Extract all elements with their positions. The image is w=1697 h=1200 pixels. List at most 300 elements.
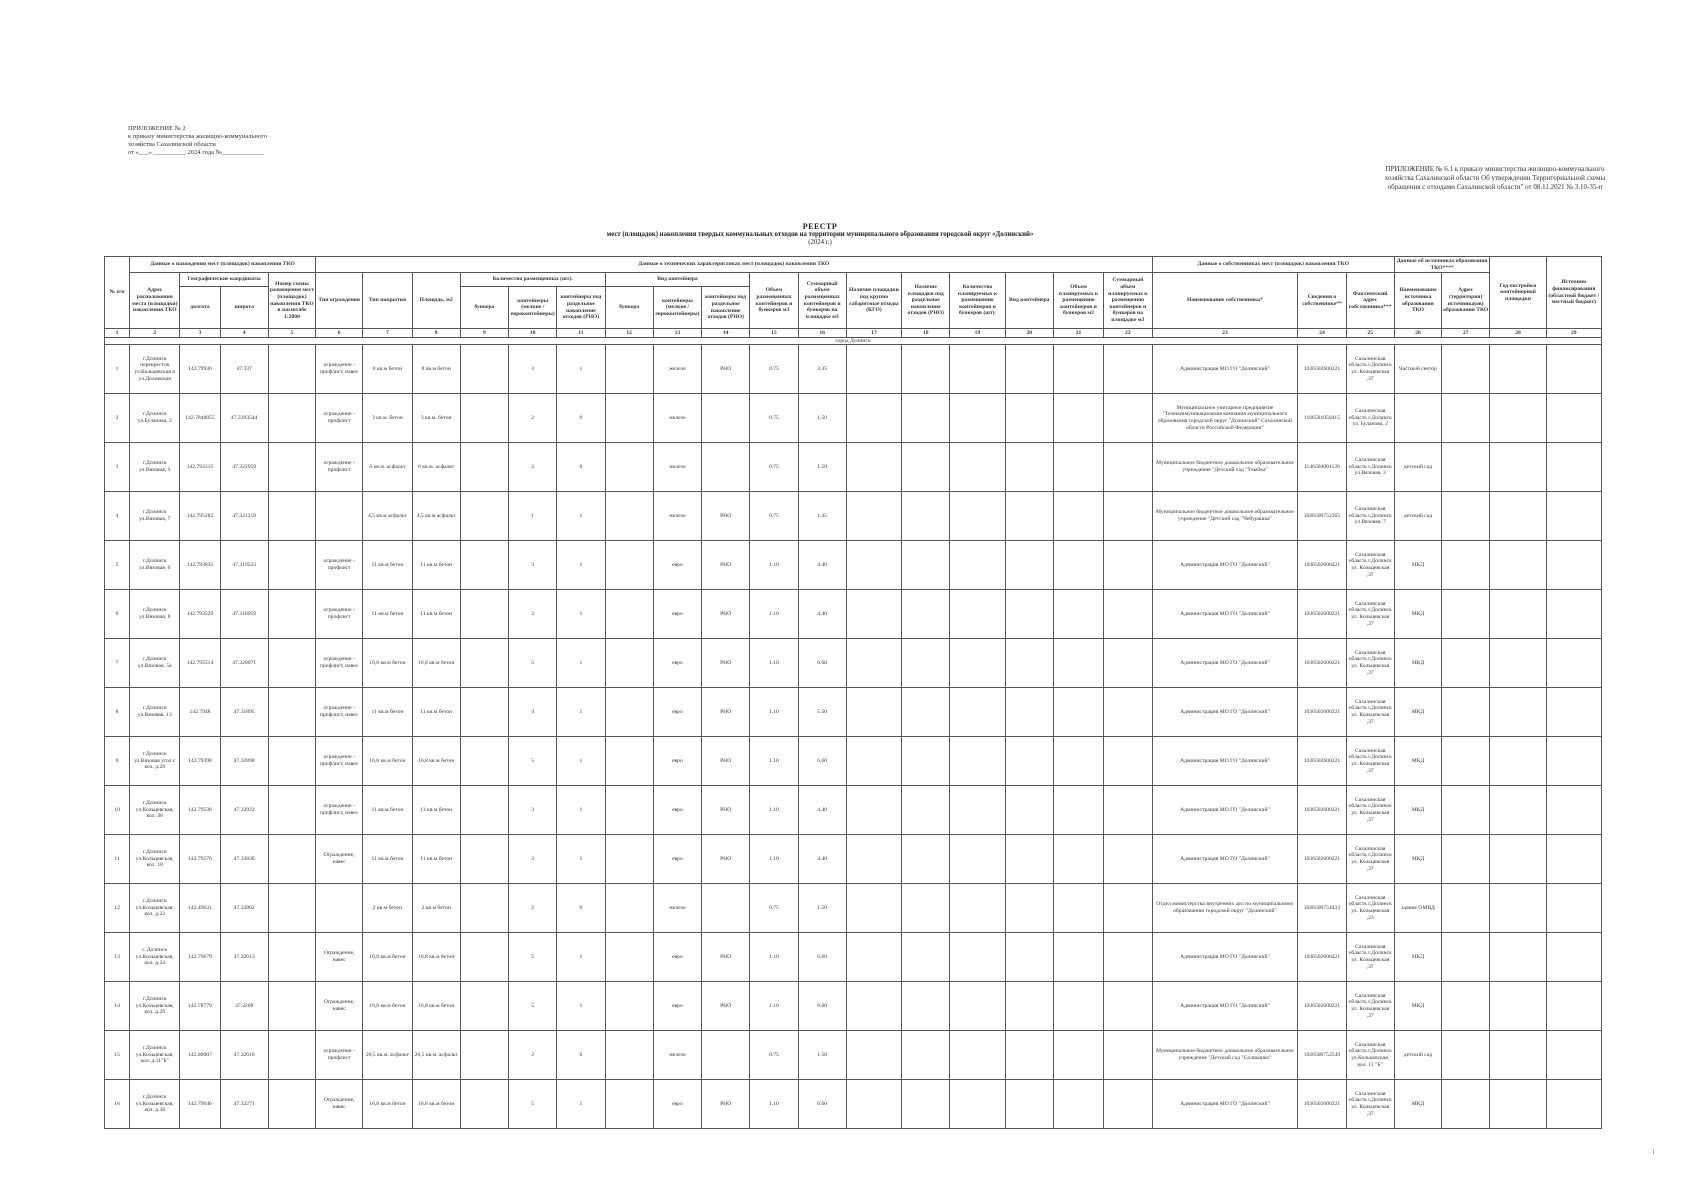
cell-fence: ограждение - профлист <box>316 1031 363 1080</box>
cell-type-bunker <box>605 1031 653 1080</box>
cell-rno-type: РНО <box>702 933 750 982</box>
cell-address: г.Долинск ул.Кольцевская, кол. 36 <box>130 786 180 835</box>
cell-cover: 4,5 кв.м асфальт <box>363 492 412 541</box>
cell-rno-site <box>902 737 950 786</box>
cell-address: г.Долинск перекресток ул.Кольцевская и ул.Долинская <box>130 345 180 394</box>
cell-year-built <box>1490 345 1546 394</box>
cell-planned-type <box>1005 933 1053 982</box>
cell-latitude: 142.79936 <box>180 345 220 394</box>
cell-address: г.Долинск ул.Кольцевская, кол. д.23 <box>130 884 180 933</box>
cell-bunker-qty <box>460 394 508 443</box>
cell-volume: 1.10 <box>750 786 798 835</box>
cell-owner-address: Сахалинская область г.Долинск ул. Кольцевская ,23 <box>1346 884 1394 933</box>
cell-volume: 0.75 <box>750 443 798 492</box>
cell-planned-type <box>1005 982 1053 1031</box>
cell-owner-address: Сахалинская область г.Долинск ул. Кольцевская ,37 <box>1346 835 1394 884</box>
cell-planned-total <box>1104 1031 1152 1080</box>
cell-rno-containers-qty: 1 <box>557 1080 605 1129</box>
cell-rno-site <box>902 835 950 884</box>
cell-containers-qty: 3 <box>509 541 557 590</box>
column-number: 8 <box>412 329 460 338</box>
cell-fence <box>316 492 363 541</box>
header-left-line: хозяйства Сахалинской области <box>128 141 216 148</box>
cell-rno-type: РНО <box>702 982 750 1031</box>
cell-rno-type: РНО <box>702 590 750 639</box>
cell-bunker-qty <box>460 1080 508 1129</box>
column-number: 14 <box>702 329 750 338</box>
cell-cover: 8 кв.м бетон <box>363 345 412 394</box>
cell-funding <box>1546 982 1601 1031</box>
col-header-bunker: бункера <box>460 287 508 329</box>
cell-source-address <box>1442 1031 1490 1080</box>
cell-owner-info: 1036502600221 <box>1298 639 1346 688</box>
cell-num: 5 <box>105 541 130 590</box>
cell-total-volume: 1.50 <box>798 1031 846 1080</box>
cell-planned-type <box>1005 1080 1053 1129</box>
cell-fence: ограждение - профлист, навес <box>316 786 363 835</box>
cell-latitude: 142.79576 <box>180 835 220 884</box>
cell-kgo <box>846 541 901 590</box>
cell-owner-address: Сахалинская область г.Долинск ул. Кольцевская ,37 <box>1346 541 1394 590</box>
cell-rno-type <box>702 394 750 443</box>
cell-planned-volume <box>1053 443 1103 492</box>
cell-bunker-qty <box>460 541 508 590</box>
cell-longitude: 47.32862 <box>220 884 268 933</box>
cell-source-address <box>1442 982 1490 1031</box>
cell-planned-qty <box>950 688 1005 737</box>
cell-num: 1 <box>105 345 130 394</box>
cell-planned-qty <box>950 737 1005 786</box>
cell-planned-type <box>1005 492 1053 541</box>
cell-planned-total <box>1104 492 1152 541</box>
cell-kgo <box>846 982 901 1031</box>
cell-source-name: МКД <box>1394 1080 1441 1129</box>
cell-funding <box>1546 835 1601 884</box>
cell-bunker-qty <box>460 688 508 737</box>
cell-containers-qty: 1 <box>509 492 557 541</box>
cell-owner: Муниципальное бюджетное дошкольное образовательное учреждение "Детский сад "Солнышко" <box>1152 1031 1298 1080</box>
cell-num: 8 <box>105 688 130 737</box>
cell-planned-total <box>1104 590 1152 639</box>
cell-container-type: железо <box>653 345 701 394</box>
cell-rno-type <box>702 884 750 933</box>
cell-owner: Администрация МО ГО "Долинский" <box>1152 541 1298 590</box>
cell-address: г.Долинск ул.Вязовая, 5а <box>130 639 180 688</box>
cell-owner-address: Сахалинская область г.Долинск ул.Вязовая, 3 <box>1346 443 1394 492</box>
table-row <box>105 492 1602 541</box>
cell-scheme <box>268 492 315 541</box>
cell-source-name: Частный сектор <box>1394 345 1441 394</box>
cell-funding <box>1546 933 1601 982</box>
cell-cover: 11 кв.м бетон <box>363 541 412 590</box>
column-number: 19 <box>950 329 1005 338</box>
col-header-kgo: Наличие площадки под крупно габаритные отходы (КГО) <box>846 273 901 329</box>
cell-containers-qty: 2 <box>509 443 557 492</box>
cell-container-type: евро <box>653 639 701 688</box>
cell-address: г.Долинск ул.Кольцевская, кол. д.29 <box>130 982 180 1031</box>
cell-funding <box>1546 345 1601 394</box>
cell-source-address <box>1442 394 1490 443</box>
cell-kgo <box>846 394 901 443</box>
cell-longitude: 47.32618 <box>220 1031 268 1080</box>
cell-owner-address: Сахалинская область г.Долинск ул. Кольцевская ,37 <box>1346 639 1394 688</box>
table-row <box>105 394 1602 443</box>
cell-owner-info: 1166501056415 <box>1298 394 1346 443</box>
cell-funding <box>1546 590 1601 639</box>
cell-latitude: 142.793529 <box>180 590 220 639</box>
table-row <box>105 835 1602 884</box>
cell-rno-type <box>702 443 750 492</box>
cell-latitude: 142.795514 <box>180 639 220 688</box>
col-header-total-volume: Суммарный объем размещенных контейнеров и бункеров на площадке м3 <box>798 273 846 329</box>
table-row <box>105 1080 1602 1129</box>
cell-planned-type <box>1005 786 1053 835</box>
cell-rno-site <box>902 541 950 590</box>
cell-kgo <box>846 590 901 639</box>
cell-num: 10 <box>105 786 130 835</box>
cell-owner: Администрация МО ГО "Долинский" <box>1152 639 1298 688</box>
cell-owner-address: Сахалинская область г.Долинск ул.Вязовая, 7 <box>1346 492 1394 541</box>
cell-scheme <box>268 394 315 443</box>
table-row <box>105 541 1602 590</box>
cell-volume: 1.10 <box>750 590 798 639</box>
cell-rno-containers-qty: 0 <box>557 884 605 933</box>
cell-source-name: МКД <box>1394 786 1441 835</box>
header-row-sub <box>105 273 1602 287</box>
cell-type-bunker <box>605 541 653 590</box>
cell-funding <box>1546 1080 1601 1129</box>
cell-planned-total <box>1104 541 1152 590</box>
column-number: 17 <box>846 329 901 338</box>
cell-cover: 11 кв.м бетон <box>363 835 412 884</box>
column-number: 2 <box>130 329 180 338</box>
cell-rno-containers-qty: 0 <box>557 394 605 443</box>
cell-rno-containers-qty: 1 <box>557 737 605 786</box>
cell-owner: Муниципальное бюджетное дошкольное образовательное учреждение "Детский сад "Чебурашка" <box>1152 492 1298 541</box>
cell-scheme <box>268 933 315 982</box>
cell-address: г.Долинск ул.Вязовая, 8 <box>130 590 180 639</box>
cell-address: г.Долинск ул.Кольцевская, кол. д.11"Б" <box>130 1031 180 1080</box>
col-header-geo: Географические координаты <box>180 273 268 287</box>
cell-source-address <box>1442 786 1490 835</box>
cell-kgo <box>846 1031 901 1080</box>
cell-num: 9 <box>105 737 130 786</box>
cell-address: г.Долинск ул.Вязовая, 7 <box>130 492 180 541</box>
cell-latitude: 142.78779 <box>180 982 220 1031</box>
cell-year-built <box>1490 982 1546 1031</box>
cell-year-built <box>1490 737 1546 786</box>
cell-type-bunker <box>605 590 653 639</box>
cell-year-built <box>1490 1031 1546 1080</box>
cell-cover: 16,8 кв.м бетон <box>363 933 412 982</box>
city-section-row <box>105 338 1602 345</box>
cell-cover: 16,8 кв.м бетон <box>363 1080 412 1129</box>
cell-latitude: 142.79679 <box>180 933 220 982</box>
header-row-groups <box>105 257 1602 273</box>
cell-year-built <box>1490 639 1546 688</box>
cell-source-name: детский сад <box>1394 443 1441 492</box>
cell-rno-site <box>902 590 950 639</box>
cell-owner-info: 1036502600221 <box>1298 1080 1346 1129</box>
cell-longitude: 47.32271 <box>220 1080 268 1129</box>
cell-fence: ограждение - профлист <box>316 443 363 492</box>
cell-year-built <box>1490 1080 1546 1129</box>
header-left-line: ПРИЛОЖЕНИЕ № 2 <box>128 125 186 132</box>
table-row <box>105 1031 1602 1080</box>
cell-cover: 11 кв.м бетон <box>363 786 412 835</box>
header-left-line: к приказу министерства жилищно-коммунального <box>128 133 268 140</box>
cell-rno-type: РНО <box>702 737 750 786</box>
document-subtitle: мест (площадок) накопления твердых коммунальных отходов на территории муниципального образования городской округ «Долинский» <box>606 231 1034 238</box>
table-row <box>105 737 1602 786</box>
cell-funding <box>1546 541 1601 590</box>
cell-address: г.Долинск ул.Кольцевская, кол. 18 <box>130 835 180 884</box>
cell-kgo <box>846 1080 901 1129</box>
cell-cover: 16,8 кв.м бетон <box>363 982 412 1031</box>
cell-source-address <box>1442 835 1490 884</box>
cell-owner-address: Сахалинская область г.Долинск ул. Кольцевская ,37 <box>1346 345 1394 394</box>
document-title-block <box>500 222 1140 247</box>
cell-owner-address: Сахалинская область г.Долинск ул.Кольцевская, кол. 11 "Б" <box>1346 1031 1394 1080</box>
cell-scheme <box>268 835 315 884</box>
cell-kgo <box>846 835 901 884</box>
cell-bunker-qty <box>460 639 508 688</box>
cell-year-built <box>1490 394 1546 443</box>
cell-owner: Администрация МО ГО "Долинский" <box>1152 982 1298 1031</box>
table-row <box>105 884 1602 933</box>
cell-planned-volume <box>1053 1080 1103 1129</box>
cell-containers-qty: 3 <box>509 590 557 639</box>
cell-planned-qty <box>950 884 1005 933</box>
cell-container-type: железо <box>653 1031 701 1080</box>
cell-total-volume: 1.50 <box>798 394 846 443</box>
table-row <box>105 688 1602 737</box>
cell-latitude: 142.795282 <box>180 492 220 541</box>
col-header-planned-qty: Количество планируемых к размещению контейнеров и бункеров (шт). <box>950 273 1005 329</box>
cell-type-bunker <box>605 933 653 982</box>
cell-bunker-qty <box>460 982 508 1031</box>
cell-num: 14 <box>105 982 130 1031</box>
cell-planned-volume <box>1053 982 1103 1031</box>
cell-owner-info: 1036502600221 <box>1298 345 1346 394</box>
column-number: 3 <box>180 329 220 338</box>
cell-cover: 6 кв.м. асфальт <box>363 443 412 492</box>
col-header-containers-mixed: контейнеры (мелкие / евроконтейнеры) <box>509 287 557 329</box>
cell-area: 11 кв.м бетон <box>412 835 460 884</box>
cell-source-address <box>1442 737 1490 786</box>
cell-owner-info: 1036502600221 <box>1298 541 1346 590</box>
cell-container-type: железо <box>653 394 701 443</box>
column-number: 7 <box>363 329 412 338</box>
cell-year-built <box>1490 443 1546 492</box>
document-year: (2024 г.) <box>808 239 832 246</box>
cell-area: 6 кв.м. асфальт <box>412 443 460 492</box>
cell-containers-qty: 2 <box>509 394 557 443</box>
cell-scheme <box>268 1031 315 1080</box>
cell-rno-containers-qty: 1 <box>557 639 605 688</box>
column-number: 13 <box>653 329 701 338</box>
cell-rno-site <box>902 394 950 443</box>
cell-type-bunker <box>605 835 653 884</box>
cell-container-type: евро <box>653 835 701 884</box>
cell-area: 11 кв.м бетон <box>412 541 460 590</box>
cell-rno-type: РНО <box>702 492 750 541</box>
cell-fence <box>316 884 363 933</box>
header-left-approval <box>128 125 267 157</box>
cell-rno-containers-qty: 1 <box>557 492 605 541</box>
cell-year-built <box>1490 933 1546 982</box>
cell-bunker-qty <box>460 786 508 835</box>
cell-scheme <box>268 1080 315 1129</box>
cell-planned-type <box>1005 443 1053 492</box>
cell-area: 8 кв.м бетон <box>412 345 460 394</box>
cell-cover: 16,8 кв.м бетон <box>363 737 412 786</box>
cell-owner-info: 1026500752365 <box>1298 492 1346 541</box>
cell-bunker-qty <box>460 835 508 884</box>
cell-cover: 20,5 кв.м. асфальт <box>363 1031 412 1080</box>
cell-planned-total <box>1104 835 1152 884</box>
cell-cover: 3 кв.м. бетон <box>363 394 412 443</box>
column-number: 4 <box>220 329 268 338</box>
column-number: 1 <box>105 329 130 338</box>
cell-bunker-qty <box>460 492 508 541</box>
cell-planned-qty <box>950 639 1005 688</box>
cell-source-address <box>1442 345 1490 394</box>
cell-source-name: МКД <box>1394 737 1441 786</box>
cell-source-name: МКД <box>1394 982 1441 1031</box>
cell-source-name: детский сад <box>1394 1031 1441 1080</box>
cell-cover: 2 кв.м бетон <box>363 884 412 933</box>
cell-owner: Администрация МО ГО "Долинский" <box>1152 345 1298 394</box>
cell-source-name: МКД <box>1394 933 1441 982</box>
page-number: 1 <box>1652 1150 1655 1156</box>
cell-owner-address: Сахалинская область г.Долинск ул. Кольцевская ,37 <box>1346 1080 1394 1129</box>
column-number: 20 <box>1005 329 1053 338</box>
cell-planned-type <box>1005 639 1053 688</box>
cell-owner: Администрация МО ГО "Долинский" <box>1152 933 1298 982</box>
cell-fence: Ограждение, навес <box>316 835 363 884</box>
cell-num: 6 <box>105 590 130 639</box>
cell-longitude: 47.321219 <box>220 492 268 541</box>
cell-num: 12 <box>105 884 130 933</box>
header-right-approval: ПРИЛОЖЕНИЕ № 6.1 к приказу министерства жилищно-коммунального хозяйства Сахалинской области Об утверждении Территориальной схемы обращения с отходами Сахалинской области" от 08.11.2021 № 3.10-35-п <box>1384 165 1606 191</box>
cell-volume: 1.10 <box>750 541 798 590</box>
cell-planned-volume <box>1053 884 1103 933</box>
cell-rno-type: РНО <box>702 786 750 835</box>
column-number: 25 <box>1346 329 1394 338</box>
cell-funding <box>1546 688 1601 737</box>
cell-planned-total <box>1104 688 1152 737</box>
col-header-owner-address: Фактический адрес собственника*** <box>1346 273 1394 329</box>
cell-area: 16,8 кв.м бетон <box>412 639 460 688</box>
cell-planned-qty <box>950 786 1005 835</box>
cell-rno-type: РНО <box>702 541 750 590</box>
cell-kgo <box>846 737 901 786</box>
cell-container-type: железо <box>653 884 701 933</box>
cell-source-name: детский сад <box>1394 492 1441 541</box>
cell-containers-qty: 5 <box>509 639 557 688</box>
cell-owner-info: 1036502600221 <box>1298 982 1346 1031</box>
cell-total-volume: 6.60 <box>798 933 846 982</box>
cell-planned-qty <box>950 835 1005 884</box>
cell-planned-volume <box>1053 345 1103 394</box>
cell-latitude: 142.793315 <box>180 443 220 492</box>
col-header-container-type: Вид контейнера <box>605 273 750 287</box>
cell-bunker-qty <box>460 443 508 492</box>
cell-planned-type <box>1005 345 1053 394</box>
cell-rno-containers-qty: 0 <box>557 443 605 492</box>
col-header-quantity: Количество размещенных (шт). <box>460 273 605 287</box>
table-row <box>105 345 1602 394</box>
cell-total-volume: 6.60 <box>798 639 846 688</box>
cell-funding <box>1546 1031 1601 1080</box>
col-header-fence: Тип ограждения <box>316 273 363 329</box>
cell-containers-qty: 3 <box>509 345 557 394</box>
cell-fence: Ограждение, навес <box>316 933 363 982</box>
cell-type-bunker <box>605 345 653 394</box>
cell-total-volume: 6.60 <box>798 737 846 786</box>
cell-rno-type: РНО <box>702 345 750 394</box>
cell-volume: 0.75 <box>750 884 798 933</box>
cell-kgo <box>846 884 901 933</box>
cell-planned-type <box>1005 590 1053 639</box>
cell-type-bunker <box>605 394 653 443</box>
cell-fence: ограждение - профлист, навес <box>316 688 363 737</box>
cell-year-built <box>1490 590 1546 639</box>
cell-rno-type: РНО <box>702 1080 750 1129</box>
cell-planned-qty <box>950 394 1005 443</box>
cell-source-name <box>1394 394 1441 443</box>
column-number: 23 <box>1152 329 1298 338</box>
cell-rno-containers-qty: 1 <box>557 982 605 1031</box>
cell-volume: 0.75 <box>750 345 798 394</box>
cell-area: 11 кв.м бетон <box>412 688 460 737</box>
cell-rno-type: РНО <box>702 639 750 688</box>
cell-kgo <box>846 786 901 835</box>
cell-cover: 11 кв.м бетон <box>363 688 412 737</box>
col-header-rno-site: Наличие площадки под раздельное накопление отходов (РНО) <box>902 273 950 329</box>
cell-scheme <box>268 443 315 492</box>
cell-volume: 1.10 <box>750 688 798 737</box>
column-number: 26 <box>1394 329 1441 338</box>
cell-year-built <box>1490 688 1546 737</box>
cell-total-volume: 4.40 <box>798 590 846 639</box>
cell-owner-address: Сахалинская область г.Долинск ул. Кольцевская ,37 <box>1346 737 1394 786</box>
cell-owner: Муниципальное унитарное предприятие "Телекоммуникационная компания муниципального образования городской округ "Долинский" Сахалинской области Российской Федерации" <box>1152 394 1298 443</box>
cell-type-bunker <box>605 688 653 737</box>
cell-container-type: евро <box>653 541 701 590</box>
cell-owner-info: 1146504001126 <box>1298 443 1346 492</box>
cell-planned-volume <box>1053 541 1103 590</box>
cell-planned-volume <box>1053 394 1103 443</box>
cell-area: 16,8 кв.м бетон <box>412 982 460 1031</box>
cell-kgo <box>846 492 901 541</box>
cell-rno-containers-qty: 1 <box>557 541 605 590</box>
header-left-line: от «___» __________ 2024 года №_____________ <box>128 149 265 156</box>
cell-owner: Администрация МО ГО "Долинский" <box>1152 688 1298 737</box>
cell-longitude: 47.319523 <box>220 541 268 590</box>
cell-type-bunker <box>605 443 653 492</box>
group-header-owners: Данные о собственниках мест (площадок) накопления ТКО <box>1152 257 1394 273</box>
cell-owner-address: Сахалинская область г.Долинск ул. Кольцевская ,37 <box>1346 786 1394 835</box>
col-header-year-built: Год постройки контейнерной площадки <box>1490 257 1546 329</box>
cell-num: 16 <box>105 1080 130 1129</box>
cell-source-address <box>1442 443 1490 492</box>
cell-volume: 1.10 <box>750 639 798 688</box>
cell-planned-type <box>1005 737 1053 786</box>
cell-fence: ограждение - профлист <box>316 590 363 639</box>
cell-latitude: 142.7848855 <box>180 394 220 443</box>
